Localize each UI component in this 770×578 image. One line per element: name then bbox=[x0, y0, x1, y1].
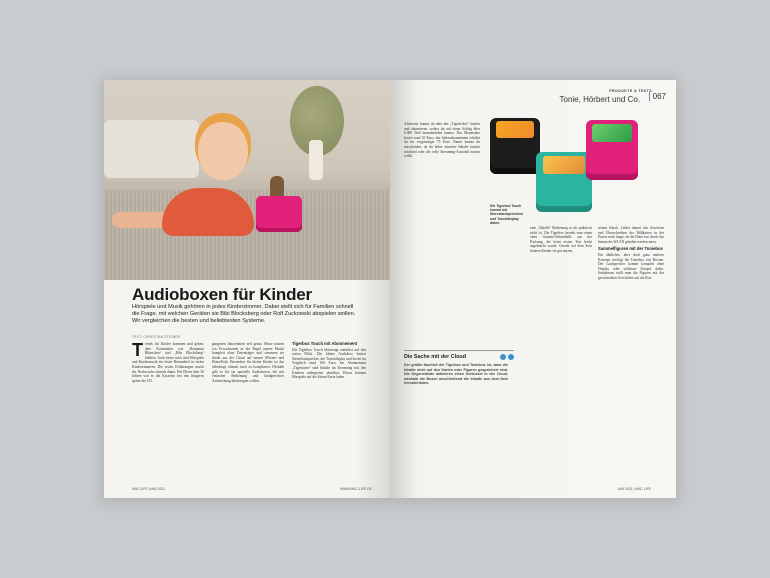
left-page bbox=[104, 80, 390, 498]
folio-url: WWW.MAC-LIFE.DE bbox=[340, 487, 372, 491]
social-icons bbox=[500, 354, 514, 360]
folio-left: MAC LIFE | MAI 2021 bbox=[132, 487, 165, 491]
tigerbox-black bbox=[490, 118, 540, 174]
folio-right: MAI 2021 | MAC LIFE bbox=[618, 487, 651, 491]
body-text-3: Die Tigerbox Touch überzeugt zunächst auf den ersten Blick. Die kleine Audiobox besitzt Stereolautsprecher, der Touchdisplay und kostet im Vergleich rund 100 Euro. Im Abonnement „Tigertones“ sind Inhalte im Streaming mit den Kindern unbegrenzt abrufbar, Eltern können Hörspiele auf die kleine Karte laden. bbox=[292, 347, 366, 380]
vase-shape bbox=[309, 140, 323, 180]
image-caption: Die Tigerbox Touch kommt mit Stereolautsprechern und Touchdisplay daher. bbox=[490, 204, 523, 225]
girl-head bbox=[198, 122, 248, 180]
article-headline: Audioboxen für Kinder bbox=[132, 285, 312, 304]
toniebox-pink-product bbox=[586, 120, 638, 180]
body-text-1: rends für Kinder kommen und gehen, aber Konstanten wie „Benjamin Blümchen“ und „Bibi Blocksberg“ bleiben. Auch heute noch sind Hörspiele und Kindermusik ein fester Bestandteil in vielen Kinderzimmern. Die ersten Erfahrungen macht der Nachwuchs oftmals damit. Bei Eltern über 30 Jahren war es die Kassette, bei den Jüngeren später die CD. bbox=[132, 342, 204, 383]
article-byline: TEXT: CHRISTIAN STEINER bbox=[132, 335, 181, 339]
toniebox-pink bbox=[256, 196, 302, 232]
magazine-spread bbox=[104, 80, 676, 498]
body-column-3 bbox=[292, 342, 366, 380]
right-body-3b: Ein ähnliches, aber doch ganz anderes Konzept verfolgt die Toniebox von Boxine. Der Lautsprecher kommt komplett ohne Display oder sichtbare Knöpfe daher. Stattdessen stellt man die Figuren mit der gewünschten Geschichte auf die Box. bbox=[598, 252, 664, 280]
right-column-subhead: Sammelfiguren mit der Toniebox bbox=[598, 246, 663, 252]
girl-body bbox=[162, 188, 254, 236]
page-number: 067 bbox=[649, 92, 666, 101]
dropcap: T bbox=[132, 340, 143, 360]
article-deck: Hörspiele und Musik gehören in jedes Kinderzimmer. Dabei stellt sich für Familien schnell die Frage, mit welchen Geräten sie Bibi Blocksberg oder Rolf Zuckowski abspielen wollen. Wir vergleichen die besten und beliebtesten Systeme. bbox=[132, 304, 356, 324]
right-column-1: Alternativ kannst du aber das „Tigerticket“ kaufen und abonnieren, sodass du auf einen Schlag über 6.000 Titel herunterladen kannst. Das Monatsabo kostet rund 10 Euro, das Jahresabonnement erhältst du für vergünstigte 75 Euro. Damit kannst du entscheiden, ob du lieber einzelne Inhalte kaufen möchtest oder die volle Streaming-Auswahl nutzen willst. bbox=[404, 122, 480, 159]
right-body-3a: seinen Inhalt. Leider dauert das Zuweisen und Überschreiben der Bildkarten in der Praxis recht lange, da die Datei erst durch das heimische WLAN geladen werden muss. bbox=[598, 226, 664, 244]
section-kicker: PRODUKTE & TESTS bbox=[609, 89, 652, 93]
sidebar-box bbox=[404, 350, 514, 471]
section-title: Tonie, Hörbert und Co. bbox=[559, 95, 640, 104]
hero-photo bbox=[104, 80, 390, 280]
body-column-1 bbox=[132, 342, 204, 383]
sidebar-text: Der größte Nachteil der Tigerbox und Toniebox ist, dass die Inhalte nicht auf den Karten oder Figuren gespeichert sind. Die Gegenstände aktivieren einen Schlüssel in der Cloud, weshalb die Boxen anschließend die Inhalte aus dem Netz herunterladen. bbox=[404, 363, 508, 386]
sidebar-title: Die Sache mit der Cloud bbox=[404, 354, 467, 360]
facebook-icon[interactable] bbox=[500, 354, 506, 360]
right-page bbox=[390, 80, 676, 498]
figurine-shape bbox=[270, 176, 284, 198]
twitter-icon[interactable] bbox=[508, 354, 514, 360]
body-column-2: gangenen Jahrzehnten viel getan. Heute nutzen wir Erwachsenen in der Regel unsere Musik komplett ohne Datenträger und streamen sie direkt aus der Cloud auf unsere iPhones und HomePods. Besonders für kleine Kinder ist das allerdings oftmals noch zu kompliziert. Deshalb gibt es für sie spezielle Audioboxen, die mit einfacher Bedienung und kindgerechter Aufmachung überzeugen wollen. bbox=[212, 342, 284, 383]
sofa-shape bbox=[104, 120, 199, 178]
right-column-3 bbox=[598, 226, 664, 281]
right-column-2: eine „Tabelle“ Bedienung so als praktisch nicht ist. Die Tigerbox besteht zum einen einer Gummi-Schutzhülle aus der Packung, die beim ersten Test leicht angebracht wurde. Gerade auf dem Sofa können Kinder sie gut nutzen. bbox=[530, 226, 592, 253]
toniebox-teal bbox=[536, 152, 592, 212]
column-subhead: Tigerbox Touch mit Abonnement bbox=[292, 341, 358, 346]
